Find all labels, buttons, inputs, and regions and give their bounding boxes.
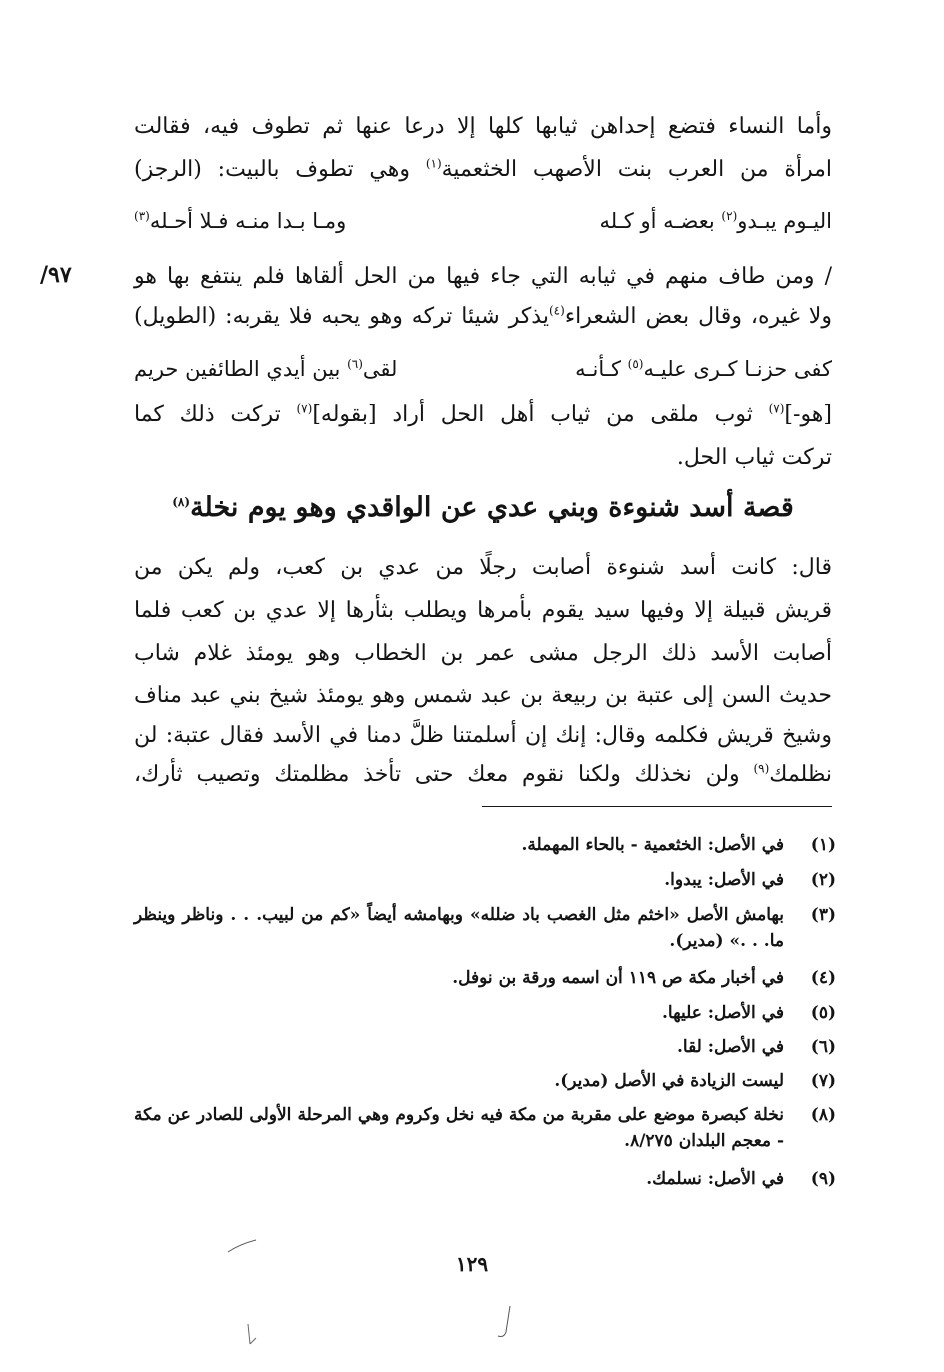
footnote-number: (٨): [810, 1105, 836, 1125]
paragraph-1-line-1: وأما النساء فتضع إحداهن ثيابها كلها إلا درعا عنها ثم تطوف فيه، فقالت: [134, 114, 832, 139]
verse-1: [134, 206, 832, 236]
footnote-text: في أخبار مكة ص ١١٩ أن اسمه ورقة بن نوفل.: [452, 968, 784, 988]
footnote-number: (٥): [810, 1003, 836, 1023]
verse-2-second-hemistich: لقى$^{(٦)}$ بين أيدي الطائفين حريم: [134, 357, 398, 381]
footnote-text: ليست الزيادة في الأصل (مدير).: [554, 1071, 784, 1091]
footnote-3: [134, 902, 836, 954]
paragraph-4-line-4: حديث السن إلى عتبة بن ربيعة بن عبد شمس وهو يومئذ شيخ بني عبد مناف: [134, 683, 832, 708]
verse-2-first-hemistich: كفى حزنـا كـرى عليـه$^{(٥)}$ كـأنـه: [575, 357, 832, 381]
manuscript-folio-marker: ٩٧/: [40, 262, 72, 288]
paragraph-4-line-1: قال: كانت أسد شنوءة أصابت رجلًا من عدي بن كعب، ولم يكن من: [134, 555, 832, 580]
paragraph-4-line-2: قريش قبيلة إلا وفيها سيد يقوم بأمرها ويطلب بثأرها إلا عدي بن كعب فلما: [134, 598, 832, 623]
footnote-ref-9: (٩): [753, 761, 770, 776]
footnote-ref-2: (٢): [721, 209, 738, 223]
footnote-text: في الأصل: لقا.: [676, 1037, 784, 1057]
footnote-1: [134, 832, 836, 858]
footnote-ref-7a: (٧): [768, 401, 785, 416]
footnote-text: نخلة كبصرة موضع على مقربة من مكة فيه نخل وكروم وهي المرحلة الأولى للصادر عن مكة - معجم البلدان ٨/٢٧٥.: [134, 1105, 784, 1151]
footnote-ref-1: (١): [425, 156, 442, 171]
paragraph-3-line-1: [هو-]$^{(٧)}$ ثوب ملقى من ثياب أهل الحل أراد [بقوله]$^{(٧)}$ تركت ذلك كما: [134, 401, 832, 427]
footnote-ref-7b: (٧): [296, 401, 313, 416]
footnote-text: في الأصل: الخثعمية - بالحاء المهملة.: [521, 835, 784, 855]
footnote-ref-6: (٦): [347, 357, 363, 371]
footnote-number: (٧): [810, 1071, 836, 1091]
footnote-6: [134, 1034, 836, 1060]
footnote-text: في الأصل: يبدوا.: [664, 870, 784, 890]
paragraph-1-line-2: امرأة من العرب بنت الأصهب الخثعمية$^{(١)}$ وهي تطوف بالبيت: (الرجز): [134, 156, 833, 182]
scan-mark: [494, 1302, 524, 1342]
footnote-number: (٩): [810, 1169, 836, 1189]
footnote-ref-8: (٨): [172, 495, 191, 509]
footnote-ref-4: (٤): [548, 303, 565, 318]
paragraph-4-line-3: أصابت الأسد ذلك الرجل مشى عمر بن الخطاب وهو يومئذ غلام شاب: [134, 641, 832, 666]
footnote-number: (٦): [810, 1037, 836, 1057]
footnote-ref-5: (٥): [627, 357, 644, 371]
paragraph-2-line-2: ولا غيره، وقال بعض الشعراء$^{(٤)}$يذكر شيئا تركه وهو يحبه فلا يقربه: (الطويل): [134, 303, 832, 329]
scan-mark: [240, 1320, 260, 1350]
footnote-number: (٤): [810, 968, 836, 988]
footnote-2: [134, 867, 836, 893]
footnote-8: [134, 1102, 836, 1154]
footnote-text: بهامش الأصل «اخثم مثل الغصب باد ضلله» وبهامشه أيضاً «كم من لبيب. . . وناظر وينظر ما. . .» (مدير).: [134, 905, 784, 951]
footnote-ref-3: (٣): [134, 209, 150, 223]
footnote-7: [134, 1068, 836, 1094]
verse-1-second-hemistich: ومـا بـدا منـه فـلا أحـله$^{(٣)}$: [134, 209, 347, 233]
footnote-text: في الأصل: نسلمك.: [646, 1169, 784, 1189]
footnote-5: [134, 1000, 836, 1026]
footnote-number: (٢): [810, 870, 836, 890]
paragraph-4-line-6: نظلمك$^{(٩)}$ ولن نخذلك ولكنا نقوم معك حتى تأخذ مظلمتك وتصيب ثأرك،: [134, 761, 832, 787]
footnote-9: [134, 1166, 836, 1192]
verse-1-first-hemistich: اليـوم يبـدو$^{(٢)}$ بعضـه أو كـله: [599, 209, 832, 233]
footnote-text: في الأصل: عليها.: [662, 1003, 784, 1023]
scan-mark: [226, 1236, 260, 1256]
footnote-number: (٣): [810, 905, 836, 925]
section-heading: قصة أسد شنوءة وبني عدي عن الواقدي وهو يوم نخلة$^{(٨)}$: [172, 492, 794, 523]
footnote-4: [134, 965, 836, 991]
page-number: ١٢٩: [455, 1252, 489, 1276]
footnote-divider: [482, 806, 832, 807]
paragraph-3-line-2: تركت ثياب الحل.: [676, 445, 832, 470]
paragraph-4-line-5: وشيخ قريش فكلمه وقال: إنك إن أسلمتنا ظلَّ دمنا في الأسد فقال عتبة: لن: [134, 723, 832, 748]
footnote-number: (١): [810, 835, 836, 855]
paragraph-2-line-1: / ومن طاف منهم في ثيابه التي جاء فيها من الحل ألقاها فلم ينتفع بها هو: [134, 264, 832, 289]
verse-2: [134, 354, 832, 384]
